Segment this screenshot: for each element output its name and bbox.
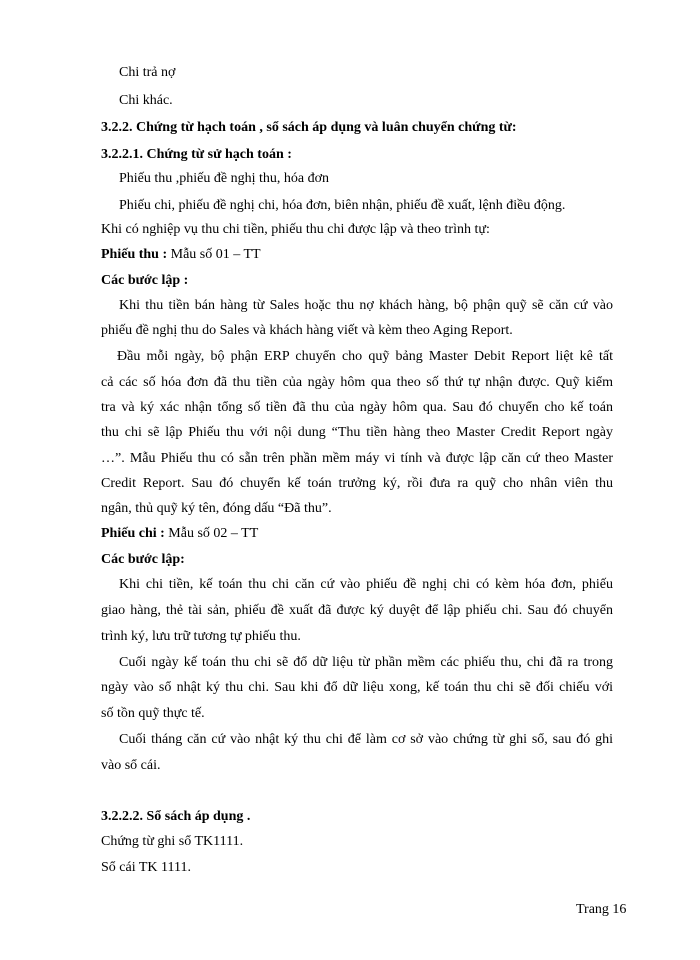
paragraph-4-line-3: số tồn quỹ thực tế. <box>101 706 205 721</box>
list-item-chi-khac: Chi khác. <box>119 93 173 108</box>
paragraph-2-line-7: ngân, thủ quỹ ký tên, đóng dấu “Đã thu”. <box>101 501 332 516</box>
phieu-thu-line <box>101 246 613 264</box>
paragraph-2-line-5: …”. Mẫu Phiếu thu có sẵn trên phần mềm máy vi tính và được lập căn cứ theo Master <box>101 451 613 466</box>
section-heading-3-2-2: 3.2.2. Chứng từ hạch toán , sổ sách áp dụng và luân chuyển chứng từ: <box>101 120 517 135</box>
phieu-thu-value: Mẫu số 01 – TT <box>167 247 261 262</box>
paragraph-2-line-4: thu chi sẽ lập Phiếu thu với nội dung “Thu tiền hàng theo Master Credit Report ngày <box>101 425 613 440</box>
list-item-phieu-thu-docs: Phiếu thu ,phiếu đề nghị thu, hóa đơn <box>119 171 329 186</box>
list-item-chung-tu-ghi-so: Chứng từ ghi sổ TK1111. <box>101 834 244 849</box>
list-item-so-cai: Sổ cái TK 1111. <box>101 860 191 875</box>
phieu-chi-label: Phiếu chi : <box>101 526 165 541</box>
paragraph-3-line-2: giao hàng, thẻ tài sản, phiếu đề xuất đã được ký duyệt để lập phiếu chi. Sau đó chuyển <box>101 603 613 618</box>
list-item-phieu-chi-docs: Phiếu chi, phiếu đề nghị chi, hóa đơn, biên nhận, phiếu đề xuất, lệnh điều động. <box>119 198 566 213</box>
section-heading-3-2-2-1: 3.2.2.1. Chứng từ sử hạch toán : <box>101 147 292 162</box>
page-number: Trang 16 <box>576 902 627 917</box>
phieu-thu-label: Phiếu thu : <box>101 247 168 262</box>
paragraph-4-line-2: ngày vào sổ nhật ký thu chi. Sau khi đổ dữ liệu xong, kế toán thu chi sẽ đối chiếu với <box>101 680 613 695</box>
paragraph-2-line-2: cả các số hóa đơn đã thu tiền của ngày hôm qua theo số thứ tự nhận được. Quỹ kiểm <box>101 375 613 390</box>
phieu-chi-value: Mẫu số 02 – TT <box>164 526 259 541</box>
steps-heading-2: Các bước lập: <box>101 552 185 567</box>
paragraph-1-line-2: phiếu đề nghị thu do Sales và khách hàng viết và kèm theo Aging Report. <box>101 323 513 338</box>
paragraph-2-line-6: Credit Report. Sau đó chuyển kế toán trưởng ký, rồi đưa ra quỹ cho nhân viên thu <box>101 476 613 491</box>
paragraph-3-line-1: Khi chi tiền, kế toán thu chi căn cứ vào phiếu đề nghị chi có kèm hóa đơn, phiếu <box>119 577 613 592</box>
paragraph-5-line-1: Cuối tháng căn cứ vào nhật ký thu chi để làm cơ sở vào chứng từ ghi sổ, sau đó ghi <box>119 732 613 747</box>
list-item-chi-tra-no: Chi trả nợ <box>119 65 176 80</box>
paragraph-2-line-1: Đầu mỗi ngày, bộ phận ERP chuyển cho quỹ bảng Master Debit Report liệt kê tất <box>117 349 613 364</box>
phieu-chi-line <box>101 525 613 543</box>
paragraph-5-line-2: vào sổ cái. <box>101 758 161 773</box>
steps-heading-1: Các bước lập : <box>101 273 189 288</box>
paragraph-4-line-1: Cuối ngày kế toán thu chi sẽ đổ dữ liệu từ phần mềm các phiếu thu, chi đã ra trong <box>119 655 613 670</box>
section-heading-3-2-2-2: 3.2.2.2. Sổ sách áp dụng . <box>101 809 251 824</box>
paragraph-2-line-3: tra và ký xác nhận tổng số tiền đã thu của ngày hôm qua. Sau đó chuyển cho kế toán <box>101 400 613 415</box>
paragraph-intro: Khi có nghiệp vụ thu chi tiền, phiếu thu chi được lập và theo trình tự: <box>101 222 490 237</box>
paragraph-1-line-1: Khi thu tiền bán hàng từ Sales hoặc thu nợ khách hàng, bộ phận quỹ sẽ căn cứ vào <box>119 298 613 313</box>
paragraph-3-line-3: trình ký, lưu trữ tương tự phiếu thu. <box>101 629 301 644</box>
